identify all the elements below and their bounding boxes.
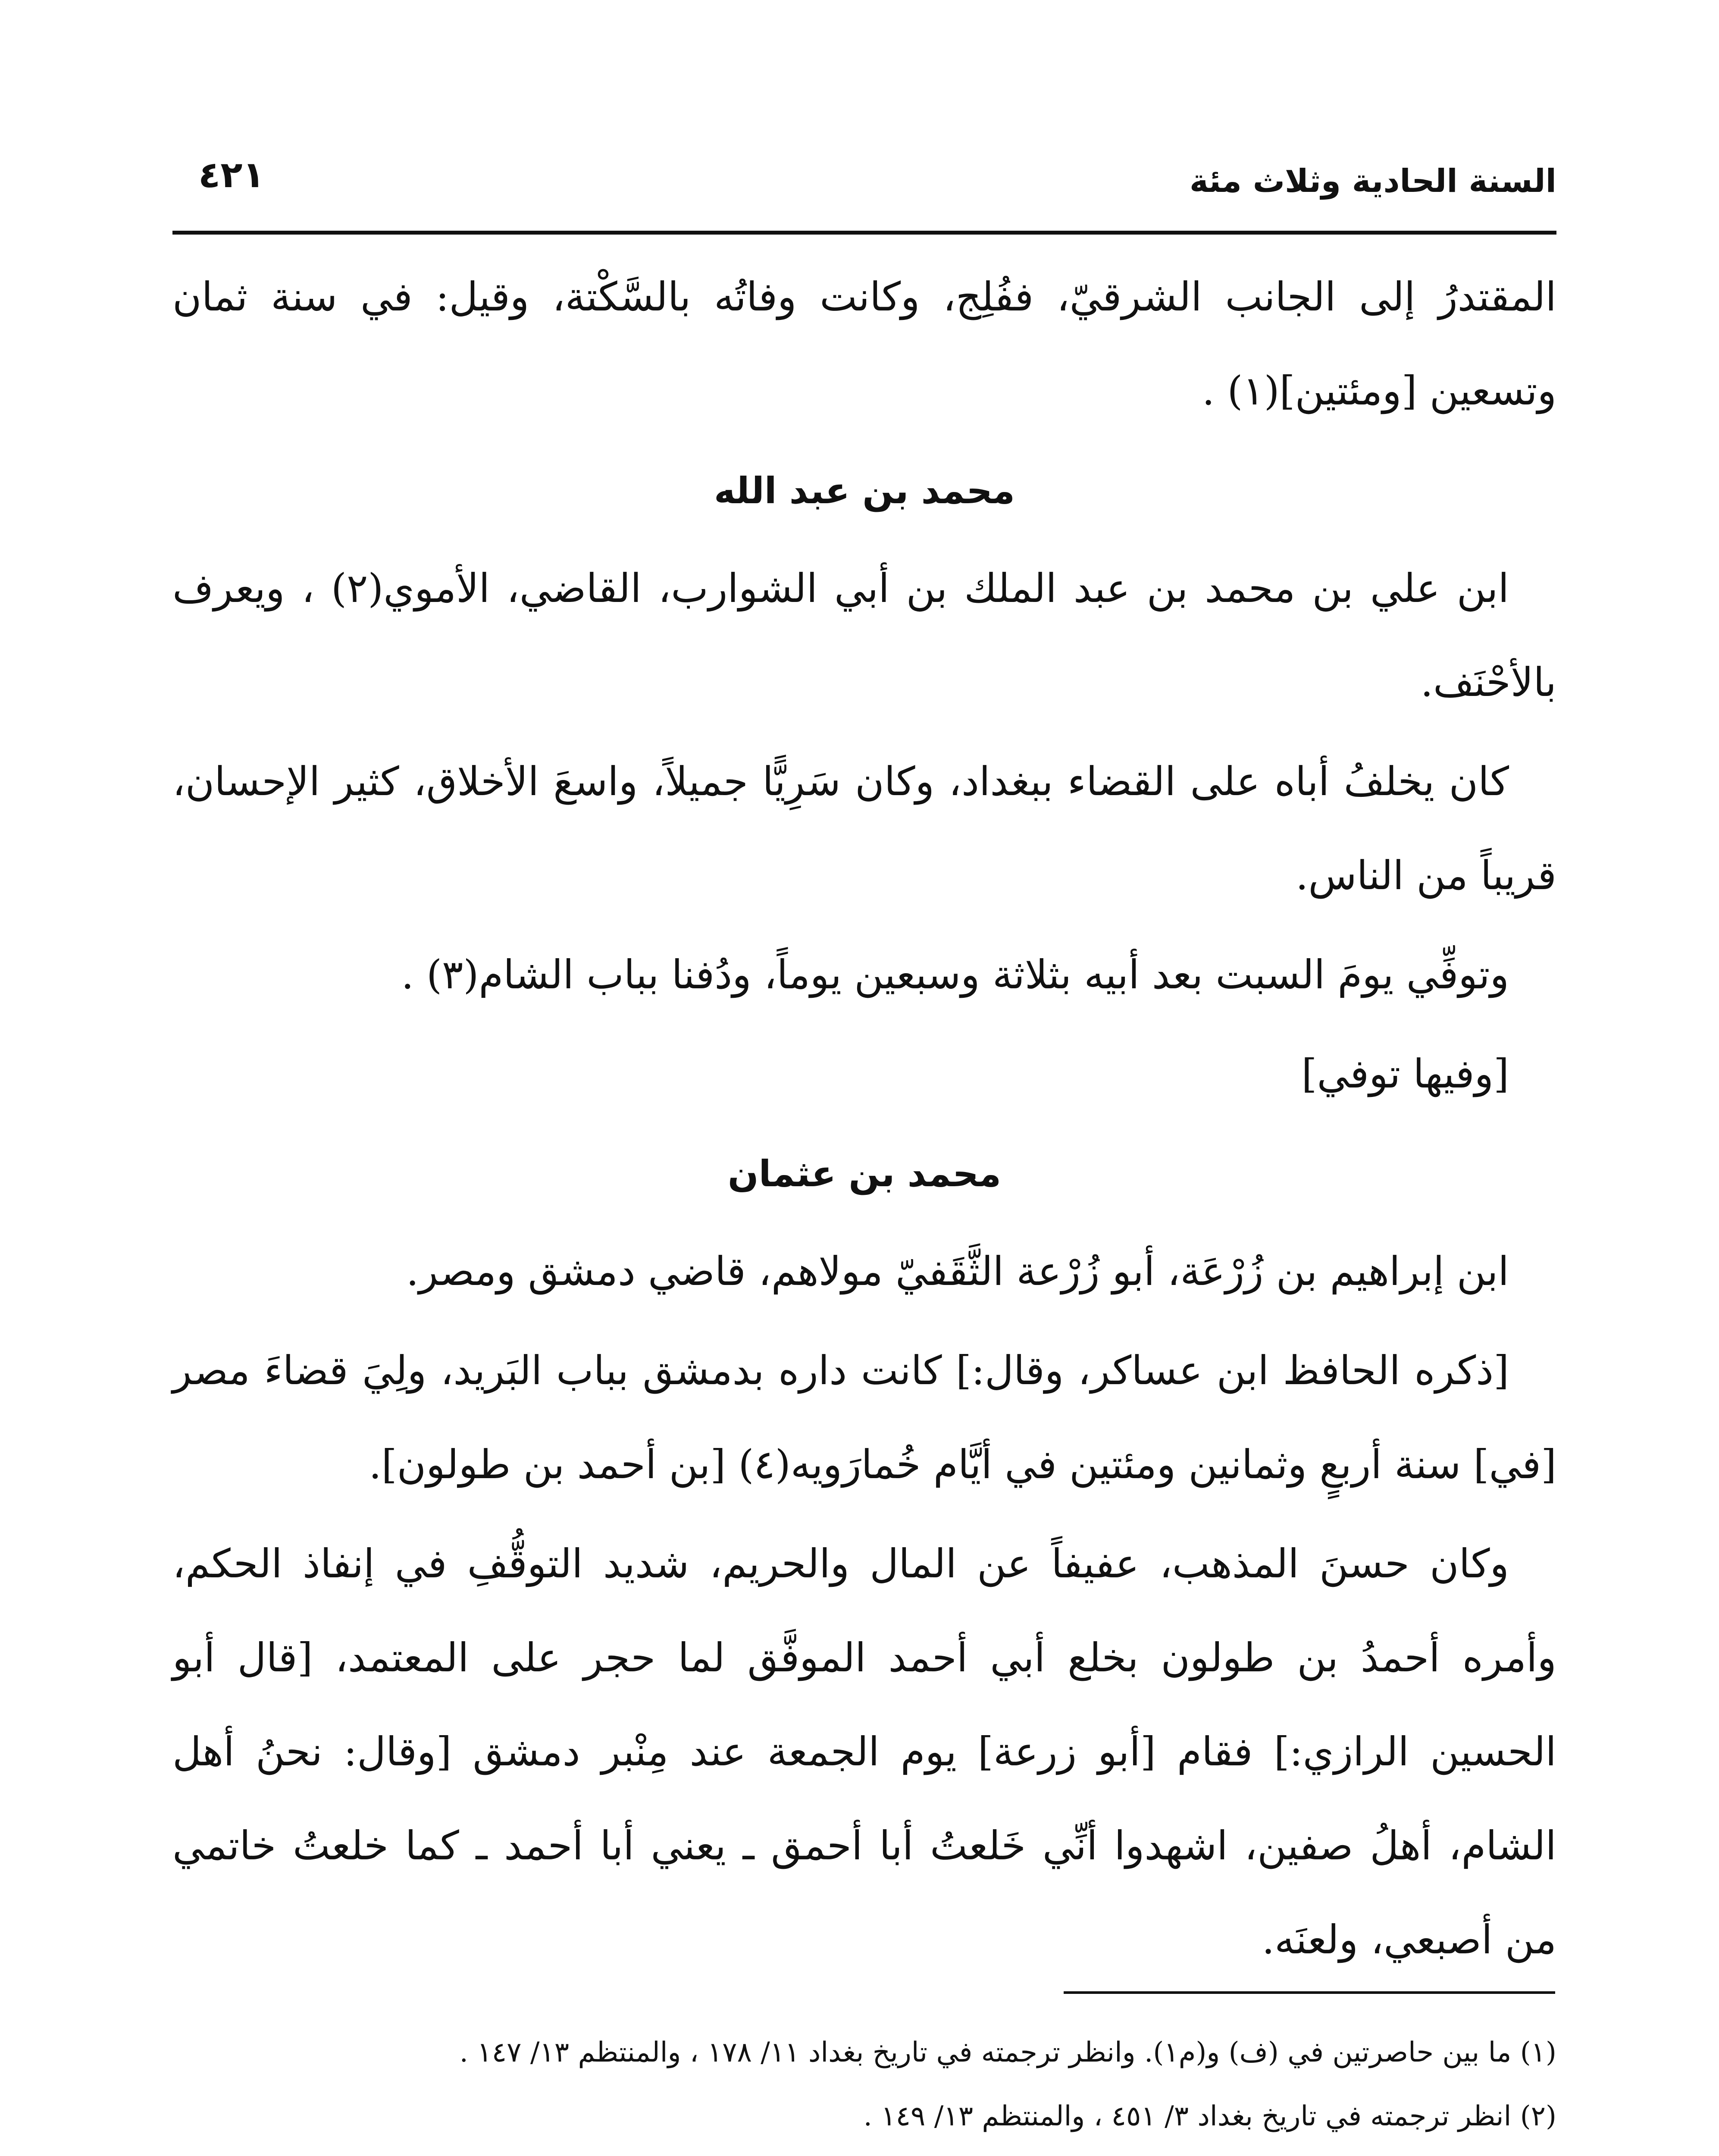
body-paragraph: كان يخلفُ أباه على القضاء ببغداد، وكان سَرِيًّا جميلاً، واسعَ الأخلاق، كثير الإحسان، قريباً من الناس.	[172, 758, 1556, 899]
footnote	[172, 2150, 1556, 2156]
footnotes	[172, 2022, 1556, 2156]
body-paragraph: ابن علي بن محمد بن عبد الملك بن أبي الشوارب، القاضي، الأموي(٢) ، ويعرف بالأحْنَف.	[172, 565, 1556, 705]
footnote: (١) ما بين حاصرتين في (ف) و(م١). وانظر ترجمته في تاريخ بغداد ١١/ ١٧٨ ، والمنتظم ١٣/ ١٤٧ .	[459, 2037, 1556, 2068]
body-paragraph: وكان حسنَ المذهب، عفيفاً عن المال والحريم، شديد التوقُّفِ في إنفاذ الحكم، وأمره أحمدُ بن طولون بخلع أبي أحمد الموفَّق لما حجر على المعتمد، [قال أبو الحسين الرازي:] فقام [أبو زرعة] يوم الجمعة عند مِنْبر دمشق [وقال: نحنُ أهل الشام، أهلُ صفين، اشهدوا أنِّي خَلعتُ أبا أحمق ـ يعني أبا أحمد ـ كما خلعتُ خاتمي من أصبعي، ولعنَه.	[172, 1541, 1556, 1963]
section-heading: محمد بن عبد الله	[714, 470, 1015, 512]
main-text	[172, 250, 1556, 1992]
page-number: ٤٢١	[198, 154, 265, 196]
bracket-note: [وفيها توفي]	[1301, 1051, 1509, 1097]
page-header	[172, 142, 1556, 203]
footnote: (٢) انظر ترجمته في تاريخ بغداد ٣/ ٤٥١ ، والمنتظم ١٣/ ١٤٩ .	[863, 2100, 1556, 2132]
header-rule	[172, 231, 1556, 235]
body-paragraph: ابن إبراهيم بن زُرْعَة، أبو زُرْعة الثَّقَفيّ مولاهم، قاضي دمشق ومصر.	[406, 1248, 1509, 1294]
body-paragraph: وتوفِّي يومَ السبت بعد أبيه بثلاثة وسبعين يوماً، ودُفنا بباب الشام(٣) .	[401, 952, 1509, 998]
intro-paragraph: المقتدرُ إلى الجانب الشرقيّ، ففُلِج، وكانت وفاتُه بالسَّكْتة، وقيل: في سنة ثمان وتسعين [ومئتين](١) .	[172, 274, 1556, 414]
body-paragraph: [ذكره الحافظ ابن عساكر، وقال:] كانت داره بدمشق بباب البَريد، ولِيَ قضاءَ مصر [في] سنة أربعٍ وثمانين ومئتين في أيَّام خُمارَويه(٤) [بن أحمد بن طولون].	[172, 1348, 1556, 1488]
footnote-separator	[1064, 1991, 1555, 1994]
section-heading: محمد بن عثمان	[727, 1153, 1002, 1195]
running-title: السنة الحادية وثلاث مئة	[1190, 163, 1556, 200]
